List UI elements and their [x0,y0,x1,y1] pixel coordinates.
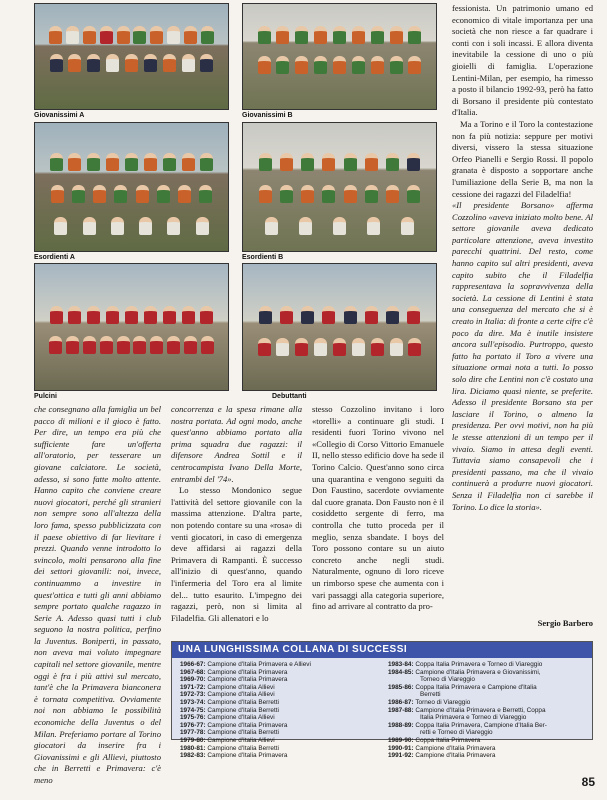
photo-debuttanti [242,263,437,391]
page-number: 85 [581,775,595,789]
honor-item [388,669,590,677]
honor-year: 1989-90: [388,736,416,744]
honor-text: Coppa Italia Primavera [415,736,481,744]
honor-text: Coppa Italia Primavera e Torneo di Viareggio [415,661,543,668]
paragraph-col-2a: concorrenza e la spesa rimane alla nostra portata. Ad ogni modo, anche quest'anno abbiamo portato alla prima squadra due ragazzi: il difensore Andrea Sottil e il centrocampista Ivano Della Morte, entrambi del '74». [171,404,302,484]
honor-item [388,699,590,707]
honor-item [388,752,590,760]
honor-text: retti e Torneo di Viareggio [420,729,493,737]
honor-year: 1966-67: [180,661,208,668]
honor-text: Campione d'Italia Allievi [207,714,275,722]
honor-text: Campione d'Italia Berretti [207,698,279,706]
honor-item [388,661,590,669]
honor-item [388,707,590,715]
paragraph-right-2: Ma a Torino e il Toro la contestazione non fa più notizia: seppure per motivi diversi, vissero la stessa situazione Orfeo Pianelli e Sergio Rossi. Il popolo granata è disposto a sopportare anche l'umiliazione della Serie B, ma non la cessione dei ragazzi del Filadelfia! [452,118,593,199]
honor-item [180,729,385,737]
honor-item [180,699,385,707]
honor-year: 1974-75: [180,706,208,714]
honor-item [388,729,590,737]
honor-text: Campione d'Italia Primavera [415,752,496,760]
honor-item [388,722,590,730]
honor-year: 1988-89: [388,721,416,729]
article-column-2 [171,404,302,636]
honor-year: 1971-72: [180,683,208,691]
honor-item [180,745,385,753]
honor-text: Campione d'Italia Berretti [207,706,279,714]
honor-text: Campione d'Italia Berretti [207,729,279,737]
honor-text: Campione d'Italia Primavera e Allievi [207,661,311,668]
honor-item [388,676,590,684]
honor-item [180,661,385,669]
honor-text: Campione d'Italia Primavera [207,721,288,729]
caption-debuttanti: Debuttanti [272,393,307,400]
honor-text: Campione d'Italia Primavera [415,744,496,752]
honor-item [180,722,385,730]
honor-text: Italia Primavera e Torneo di Viareggio [420,714,527,722]
honor-text: Campione d'Italia Primavera [207,752,288,760]
paragraph-col-3: stesso Cozzolino invitano i loro «torelli» a continuare gli studi. I residenti fuori Torino vivono nel «Collegio di Corso Vittorio Emanuele II, nello stesso edificio dove ha sede il Torino Calcio. Quest'anno sono circa una quarantina e vengono seguiti da Don Faustino, sacerdote ovviamente dal cuore granata. Don Fausto non è il cosiddetto sergente di ferro, ma controlla che tutto proceda per il meglio, senza sbandate. I boys del Toro possono contare su un aiuto concreto anche negli studi. Naturalmente, ognuno di loro riceve un rimborso spese che aumenta con i vari passaggi alla categoria superiore, fino ad arrivare al contratto da pro- [312,404,444,612]
honor-text: Campione d'Italia Allievi [207,736,275,744]
honor-text: Torneo di Viareggio [415,698,471,706]
honor-item [180,752,385,760]
honors-box [171,641,593,760]
honor-year: 1976-77: [180,721,208,729]
honor-year: 1987-88: [388,706,416,714]
honor-year: 1975-76: [180,714,208,722]
honor-year: 1967-68: [180,668,208,676]
article-column-right [452,3,593,618]
honor-text: Campione d'Italia Allievi [207,683,275,691]
photo-giovanissimi-a [34,3,229,110]
honor-year: 1979-80: [180,736,208,744]
honor-year: 1972-73: [180,691,208,699]
honor-text: Torneo di Viareggio [420,676,475,684]
honor-item [180,714,385,722]
honors-list-right [388,661,590,760]
honor-text: Campione d'Italia Allievi [207,691,275,699]
honor-item [180,737,385,745]
honor-item [180,676,385,684]
photo-pulcini [34,263,229,391]
honor-item [388,745,590,753]
honor-text: Campione d'Italia Primavera e Giovanissimi, [415,668,541,676]
honor-item [180,691,385,699]
honor-year: 1977-78: [180,729,208,737]
photo-esordienti-b [242,122,437,252]
caption-esordienti-b: Esordienti B [242,254,284,261]
honor-year: 1982-83: [180,752,208,760]
caption-esordienti-a: Esordienti A [34,254,75,261]
honor-year: 1973-74: [180,698,208,706]
photo-esordienti-a [34,122,229,252]
article-column-1 [34,404,161,794]
honor-year: 1980-81: [180,744,208,752]
article-column-3 [312,404,444,636]
honor-year: 1985-86: [388,683,416,691]
honor-text: Coppa Italia Primavera e Campione d'Italia [415,683,537,691]
honors-box-title: UNA LUNGHISSIMA COLLANA DI SUCCESSI [172,642,592,658]
paragraph-col-2b: Lo stesso Mondonico segue l'attività del settore giovanile con la massima attenzione. D'altra parte, non potendo contare su una «rosa» di venti giocatori, in caso di emergenza deve affidarsi ai ragazzi della Primavera di Rampanti. È successo all'inizio di quest'anno, quando l'infermeria del Toro era al limite del... tutto esaurito. L'impegno dei ragazzi, però, non si limita al Filadelfia. Gli allenatori e lo [171,485,302,623]
photo-giovanissimi-b [242,3,437,110]
honor-year: 1991-92: [388,752,416,760]
honor-text: Campione d'Italia Berretti [207,744,279,752]
honor-year: 1969-70: [180,676,208,684]
honor-text: Campione d'Italia Primavera [207,676,288,684]
honors-list-left [180,661,385,760]
honor-year: 1986-87: [388,698,416,706]
caption-giovanissimi-b: Giovanissimi B [242,112,293,119]
paragraph-right-1: fessionista. Un patrimonio umano ed economico di vitale importanza per una società che non riesce a far quadrare i conti con i soli incassi. E allora diventa inevitabile la cessione di uno o più gioielli di famiglia. L'operazione Lentini-Milan, per esempio, ha rimesso a posto il bilancio 1992-93, però ha fatto di Borsano il presidente più contestato d'Italia. [452,3,593,118]
author-signature: Sergio Barbero [537,618,593,628]
paragraph-col-1: che consegnano alla famiglia un bel pacco di milioni e il gioco è fatto. Per dire, un tempo era più che sufficiente fare un'offerta all'oratorio, per tesserare un giovane calciatore. Le società, adesso, si sono fatte molto attente. Hanno capito che conviene creare nuovi giocatori, perché gli stranieri non sempre sono all'altezza della loro fama, spesso pubblicizzata con il paese obiettivo di far lievitare i prezzi. Quando venne introdotto lo svincolo, molti pensarono alla fine dei settori giovanili: noi, invece, continuammo a investire in quest'ottica e tutti gli anni abbiamo sempre portato qualche ragazzo in Serie A. Adesso quasi tutti i club seguono la nostra politica, perfino la Juventus. Boniperti, in passato, non aveva mai voluto impegnare capitali nel settore giovanile, mentre oggi è fra i più attivi sul mercato, tant'è che la Primavera bianconera è tornata competitiva. Ovviamente noi non abbiamo le possibilità economiche della Juventus o del Milan. Preferiamo portare al Torino giocatori da inserire fra i Giovanissimi e gli Allievi, piuttosto che in Berretti e Primavera: c'è meno [34,404,161,785]
honor-year: 1990-91: [388,744,416,752]
honor-item [388,714,590,722]
honor-text: Berretti [420,691,441,699]
honor-item [388,691,590,699]
honor-text: Campione d'Italia Primavera e Berretti, Coppa [415,706,546,714]
caption-pulcini: Pulcini [34,393,57,400]
paragraph-right-3: «Il presidente Borsano» afferma Cozzolino «aveva iniziato molto bene. Al settore giovanile aveva dedicato particolare attenzione, aveva investito parecchi quattrini. Del resto, come hanno capito sul altri presidenti, aveva capito subito che il Filadelfia rappresentava la sopravvivenza della società. La cessione di Lentini è stata una conseguenza del mercato che si è creato in Italia: di fronte a certe cifre c'è poco da dire. Ma è inutile insistere ancora sull'episodio. Purtroppo, questo fatto ha portato il Toro a vivere una situazione ormai nota a tutti. Io posso solo dire che Lentini non c'è costato una lira. Diciamo quasi niente, se preferite. Adesso il presidente Borsano sta per lasciare il Torino, o almeno la presidenza. Per ovvi motivi, non ha più le stesse attenzioni di un tempo per il vivaio. Siamo in attesa degli eventi. Tuttavia siamo consapevoli che i presidenti passano, ma che il vivaio continuerà a produrre nuovi giocatori. Senza il Filadelfia non ci sarebbe il Torino. Lo dice la storia». [452,200,593,512]
caption-giovanissimi-a: Giovanissimi A [34,112,85,119]
honor-year: 1984-85: [388,668,416,676]
honor-text: Coppa Italia Primavera, Campione d'Italia Ber- [415,721,547,729]
honor-text: Campione d'Italia Primavera [207,668,288,676]
honor-item [180,707,385,715]
honor-item [180,669,385,677]
honor-item [180,684,385,692]
honor-item [388,737,590,745]
honor-item [388,684,590,692]
honor-year: 1983-84: [388,661,416,668]
